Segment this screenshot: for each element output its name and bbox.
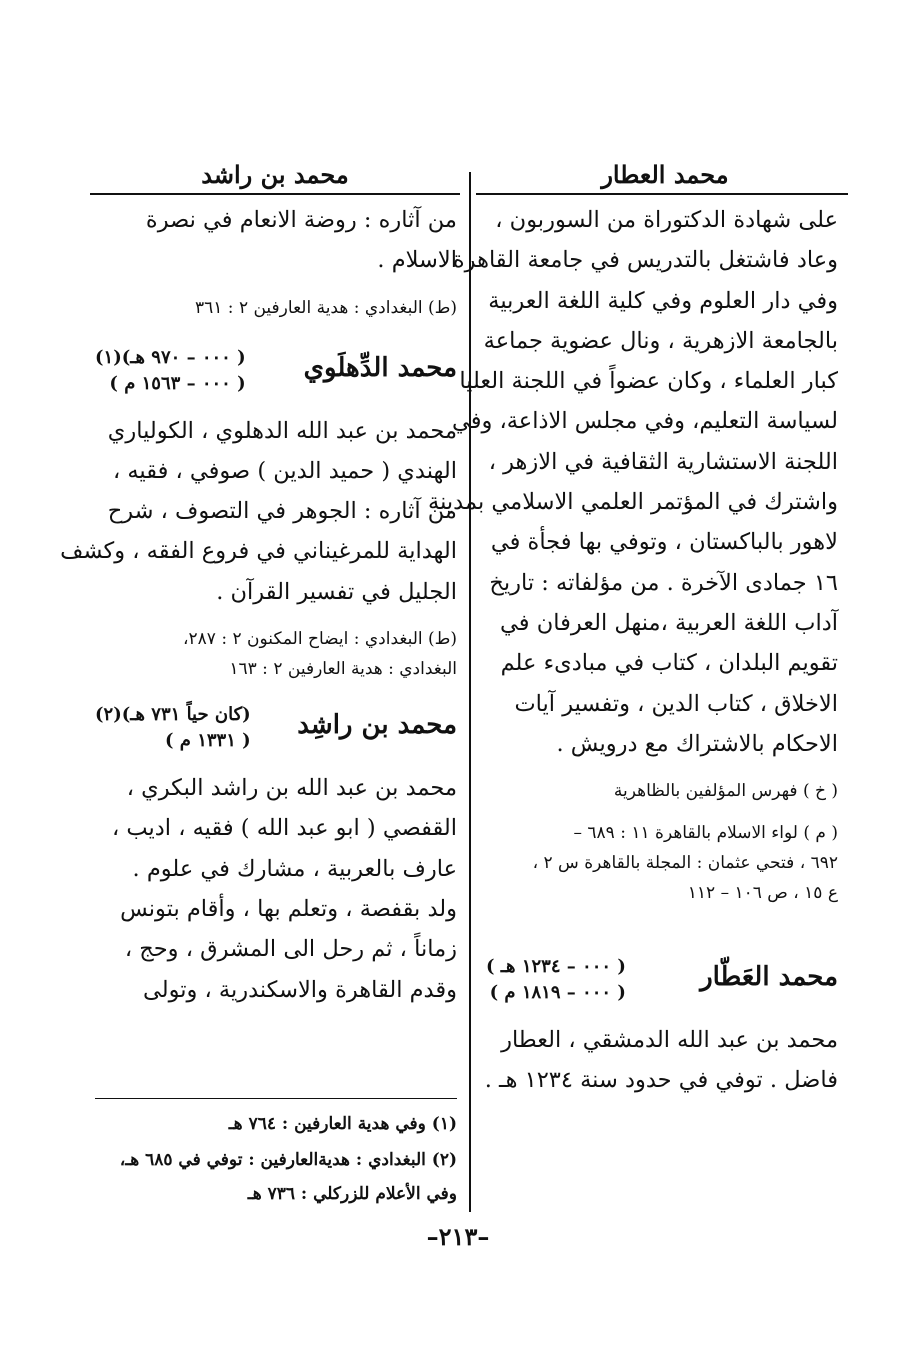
running-head-right: محمد العطار — [601, 160, 729, 189]
reference-line: ( م ) لواء الاسلام بالقاهرة ١١ : ٦٨٩ – — [573, 823, 838, 844]
text-line: لاهور بالباكستان ، وتوفي بها فجأة في — [490, 529, 838, 556]
dates-gregorian: ( ١٣٣١ م ) — [165, 730, 251, 752]
entry-heading-attar — [486, 950, 838, 1020]
text-line: ١٦ جمادى الآخرة . من مؤلفاته : تاريخ — [489, 569, 838, 596]
dates-hijri: ( ٠٠٠ – ٩٧٠ هـ)(١) — [95, 346, 246, 368]
text-line: فاضل . توفي في حدود سنة ١٢٣٤ هـ . — [484, 1067, 838, 1094]
footnote-2: (٢) البغدادي : هديةالعارفين : توفي في ٦٨٥ هـ، — [119, 1150, 457, 1170]
entry-name: محمد بن راشِد — [297, 710, 457, 741]
reference-line: ٦٩٢ ، فتحي عثمان : المجلة بالقاهرة س ٢ ، — [532, 853, 838, 874]
text-line: عارف بالعربية ، مشارك في علوم . — [132, 855, 457, 882]
text-line: لسياسة التعليم، وفي مجلس الاذاعة، وفي — [451, 408, 838, 435]
text-line: اللجنة الاستشارية الثقافية في الازهر ، — [488, 448, 838, 475]
reference-line: البغدادي : هدية العارفين ٢ : ١٦٣ — [229, 659, 457, 680]
text-line: محمد بن عبد الله بن راشد البكري ، — [126, 775, 457, 802]
reference-line: ع ١٥ ، ص ١٠٦ – ١١٢ — [687, 883, 838, 904]
right-column — [428, 200, 838, 1101]
header-rule-right — [476, 193, 848, 195]
text-line: محمد بن عبد الله الدهلوي ، الكولياري — [107, 417, 457, 444]
text-line: الاخلاق ، كتاب الدين ، وتفسير آيات — [514, 690, 838, 717]
text-line: الهندي ( حميد الدين ) صوفي ، فقيه ، — [112, 457, 457, 484]
footnote-1: (١) وفي هدية العارفين : ٧٦٤ هـ — [228, 1114, 457, 1134]
text-line: القفصي ( ابو عبد الله ) فقيه ، اديب ، — [112, 815, 457, 842]
entry-dates — [95, 345, 246, 397]
dates-hijri: ( ٠٠٠ – ١٢٣٤ هـ ) — [486, 956, 626, 978]
footnote-2-cont: وفي الأعلام للزركلي : ٧٣٦ هـ — [247, 1184, 457, 1204]
dates-gregorian: ( ٠٠٠ – ١٥٦٣ م ) — [109, 372, 246, 394]
text-line: محمد بن عبد الله الدمشقي ، العطار — [501, 1027, 838, 1054]
text-line: من آثاره : الجوهر في التصوف ، شرح — [107, 498, 457, 525]
page-number: –٢١٣– — [426, 1222, 490, 1251]
text-line: بالجامعة الازهرية ، ونال عضوية جماعة — [483, 327, 838, 354]
text-line: وعاد فاشتغل بالتدريس في جامعة القاهرة — [452, 247, 838, 274]
footnote-rule — [95, 1098, 457, 1099]
text-line: الاحكام بالاشتراك مع درويش . — [556, 730, 838, 757]
text-line: كبار العلماء ، وكان عضواً في اللجنة العليا — [459, 368, 838, 395]
entry-heading-dehlawi — [95, 341, 457, 411]
text-line: على شهادة الدكتوراة من السوربون ، — [495, 207, 838, 233]
reference-line: (ط) البغدادي : هدية العارفين ٢ : ٣٦١ — [194, 297, 457, 318]
reference-line: ( خ ) فهرس المؤلفين بالظاهرية — [613, 781, 838, 802]
entry-heading-ibn-rashid — [95, 698, 457, 768]
text-line: من آثاره : روضة الانعام في نصرة — [145, 207, 457, 233]
text-line: واشترك في المؤتمر العلمي الاسلامي بمدينة — [428, 489, 838, 516]
text-line: الاسلام . — [377, 247, 457, 274]
entry-name: محمد الدِّهلَوي — [303, 352, 457, 383]
dates-gregorian: ( ٠٠٠ – ١٨١٩ م ) — [489, 982, 626, 1004]
text-line: زماناً ، ثم رحل الى المشرق ، وحج ، — [124, 936, 457, 963]
text-line: تقويم البلدان ، كتاب في مبادىء علم — [500, 650, 838, 677]
text-line: وفي دار العلوم وفي كلية اللغة العربية — [488, 287, 838, 314]
text-line: آداب اللغة العربية ،منهل العرفان في — [500, 609, 838, 636]
running-head-left: محمد بن راشد — [201, 160, 349, 189]
entry-name: محمد العَطّار — [700, 962, 838, 993]
text-line: وقدم القاهرة والاسكندرية ، وتولى — [142, 976, 457, 1003]
left-column — [60, 200, 457, 1010]
text-line: ولد بقفصة ، وتعلم بها ، وأقام بتونس — [120, 895, 457, 922]
text-line: الجليل في تفسير القرآن . — [216, 578, 457, 605]
dates-hijri: (كان حياً ٧٣١ هـ)(٢) — [95, 704, 251, 726]
column-divider — [469, 172, 471, 1212]
entry-dates — [486, 954, 626, 1006]
text-line: الهداية للمرغيناني في فروع الفقه ، وكشف — [60, 538, 457, 565]
header-rule-left — [90, 193, 460, 195]
reference-line: (ط) البغدادي : ايضاح المكنون ٢ : ٢٨٧، — [183, 629, 457, 650]
entry-dates — [95, 702, 251, 754]
